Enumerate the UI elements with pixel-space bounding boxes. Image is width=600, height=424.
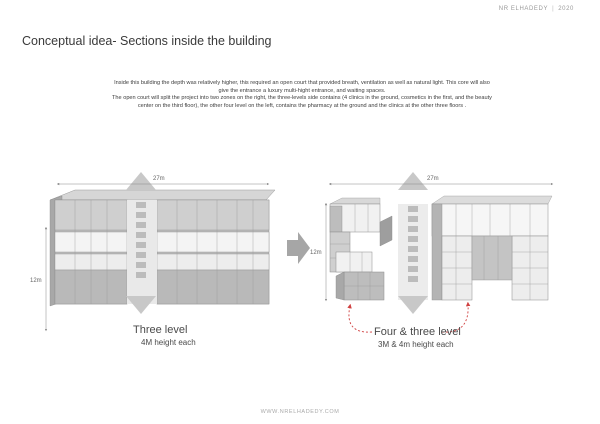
brand-year: 2020: [558, 6, 574, 12]
left-width-label: 27m: [153, 176, 165, 182]
brand-separator: |: [552, 6, 555, 12]
left-roof: [50, 190, 275, 200]
left-down-arrow: [126, 296, 156, 314]
left-caption-sub: 4M height each: [141, 338, 196, 347]
right-east-inner: [472, 236, 512, 280]
right-building: [330, 172, 552, 314]
right-caption-main: Four & three level: [374, 326, 461, 338]
description-paragraph-1: Inside this building the depth was relatively higher, this required an open court that provided breath, ventilation as well as natural light. This core will also give the entrance a luxury multi-hight entrance, and waiting spaces.: [114, 80, 490, 94]
transition-arrow: [287, 232, 310, 264]
brand-name: NR ELHADEDY: [498, 6, 549, 12]
left-building: [50, 172, 275, 314]
red-annotation-arrow-left: [349, 306, 372, 332]
left-height-label: 12m: [30, 278, 42, 284]
description-paragraph-2: The open court will split the project into two zones on the right, the three-levels side contains (4 clinics in the ground, cosmetics in the first, and the beauty center on the third floor), the other four level on the left, contains the pharmacy at the ground and the clinics at the other three floors .: [112, 95, 492, 109]
left-up-arrow: [126, 172, 156, 190]
right-caption-sub: 3M & 4m height each: [378, 340, 454, 349]
right-up-arrow: [398, 172, 428, 190]
right-down-arrow: [398, 296, 428, 314]
page-title: Conceptual idea- Sections inside the building: [22, 34, 272, 48]
right-width-label: 27m: [427, 176, 439, 182]
footer-url[interactable]: WWW.NRELHADEDY.COM: [260, 409, 340, 415]
left-caption-main: Three level: [133, 324, 188, 336]
right-height-label: 12m: [310, 250, 322, 256]
